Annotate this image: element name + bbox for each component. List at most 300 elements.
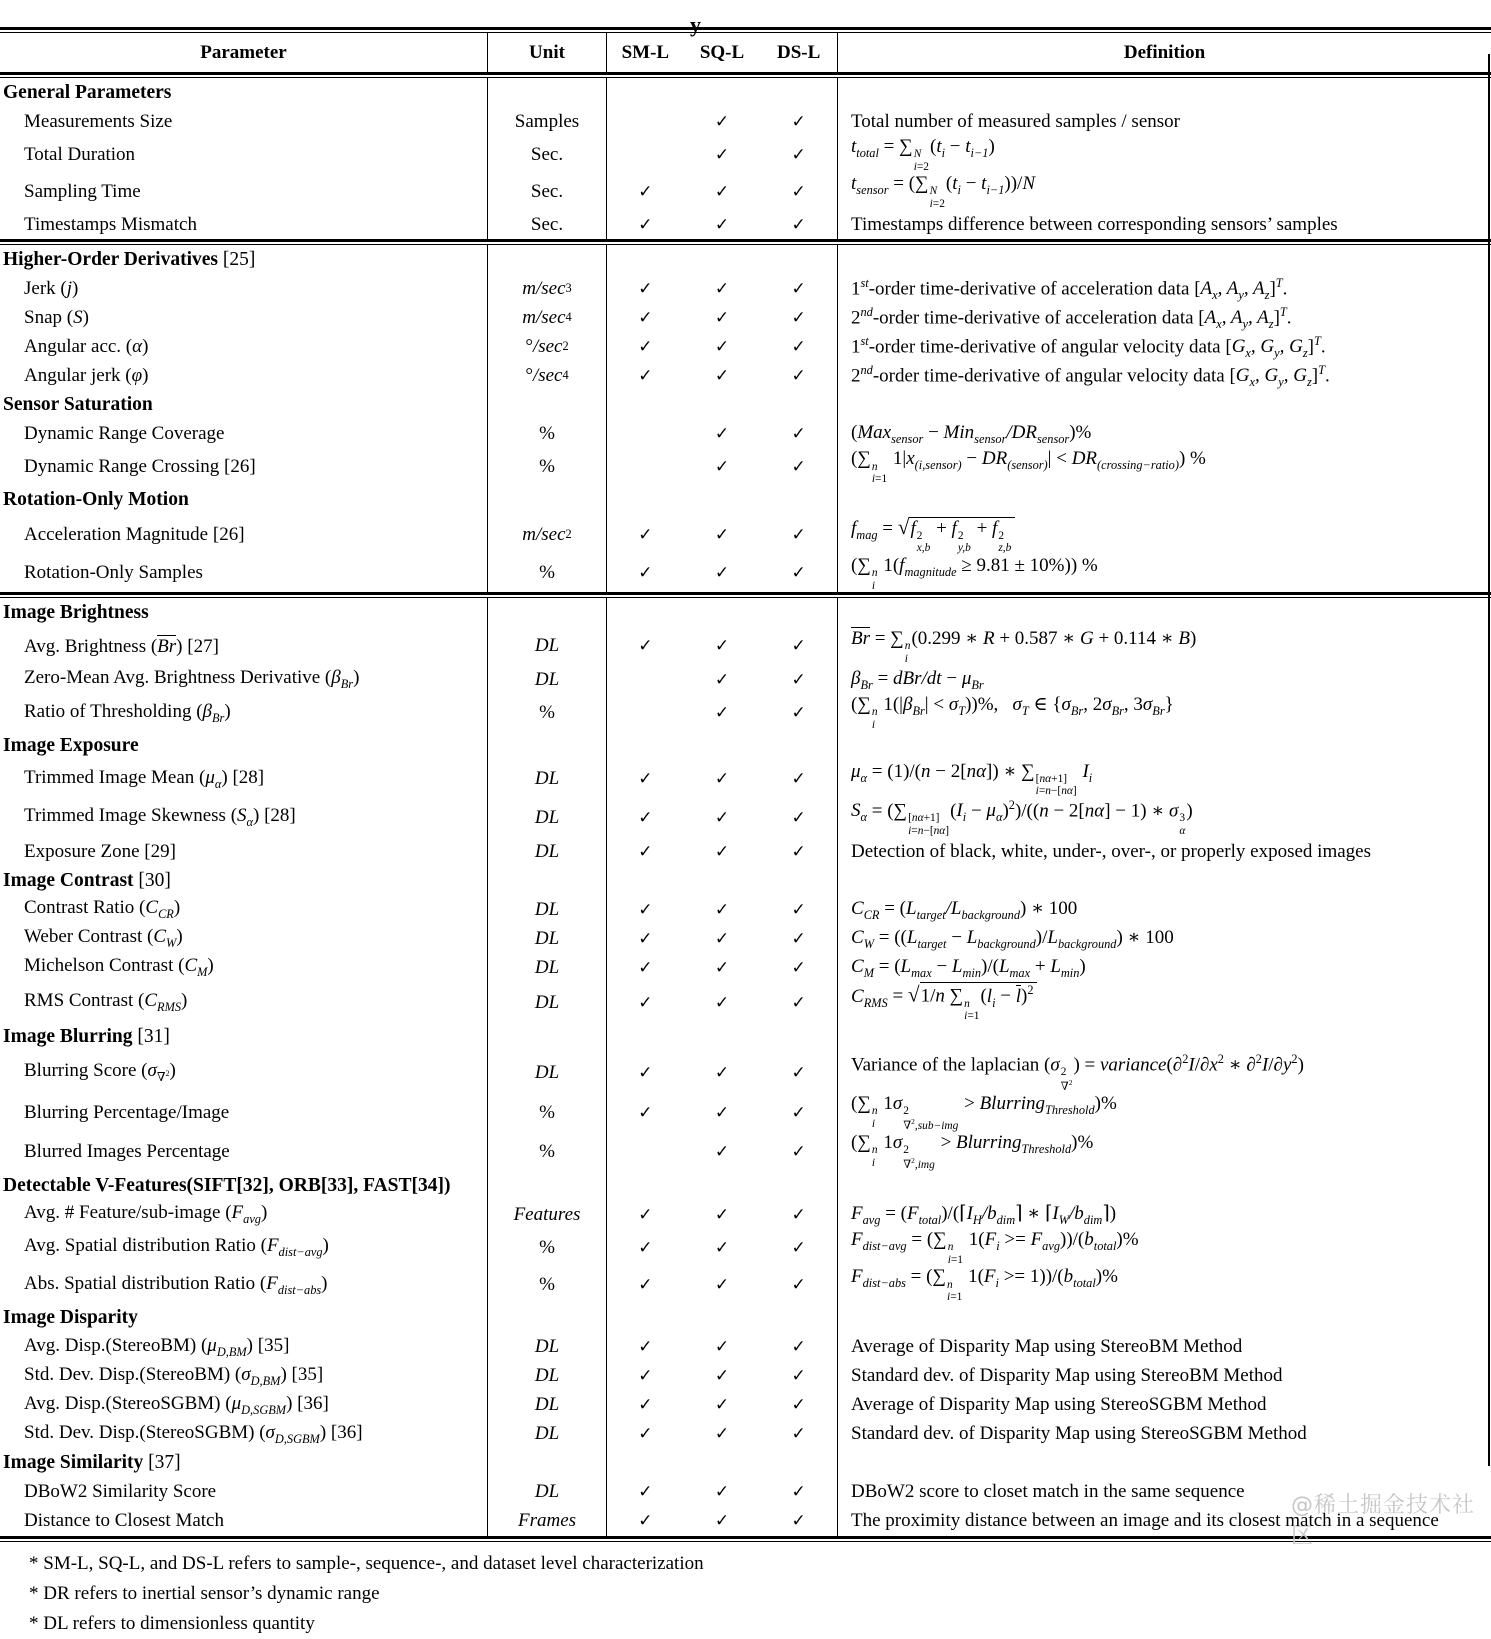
level-checks <box>607 555 838 592</box>
definition-cell: Total number of measured samples / sensor <box>851 110 1180 132</box>
parameters-table <box>0 12 1491 1542</box>
unit-cell: m/sec 2 <box>487 515 607 555</box>
section-title: Higher-Order Derivatives [25] <box>3 248 256 270</box>
unit-cell: % <box>487 419 607 448</box>
table-header-row <box>0 33 1491 72</box>
table-row <box>0 895 1491 924</box>
check-icon: ✓ <box>791 1482 806 1503</box>
check-icon: ✓ <box>638 181 653 202</box>
section-row <box>0 1449 1491 1478</box>
check-icon: ✓ <box>714 928 730 949</box>
definition-cell: $t_{sensor}$ = (∑ N i=2 $(t_i - t_{i-1}))/N$ <box>851 173 1036 210</box>
section-title: Sensor Saturation <box>3 393 153 415</box>
check-icon: ✓ <box>791 1062 806 1083</box>
level-checks <box>607 173 838 210</box>
unit-cell <box>487 245 607 274</box>
check-icon: ✓ <box>714 336 730 357</box>
unit-cell: DL <box>487 665 607 694</box>
parameter-cell: Blurring Score $(\sigma_{\nabla^2})$ <box>24 1060 176 1084</box>
section-row <box>0 1171 1491 1200</box>
level-checks <box>607 924 838 953</box>
unit-cell <box>487 732 607 761</box>
footnote: * DL refers to dimensionless quantity <box>29 1612 315 1634</box>
definition-cell: $F_{avg}$ = $(F_{total})/(⌈I_H/b_{dim}⌉$ ∗ $⌈I_W/b_{dim}⌉$) <box>851 1202 1117 1227</box>
check-icon: ✓ <box>791 928 806 949</box>
check-icon: ✓ <box>714 841 730 862</box>
unit-cell: DL <box>487 837 607 866</box>
parameter-cell: Zero-Mean Avg. Brightness Derivative $(\beta_{Br})$ <box>24 667 360 692</box>
definition-cell: $C_W = ((L_{target} - L_{background})/L_{background})$ ∗ 100 <box>851 926 1174 951</box>
table-row <box>0 173 1491 210</box>
check-icon: ✓ <box>791 769 806 790</box>
section-row <box>0 866 1491 895</box>
level-checks <box>607 419 838 448</box>
check-icon: ✓ <box>791 307 806 328</box>
parameter-cell: Std. Dev. Disp.(StereoSGBM) $(\sigma_{D,SGBM})$ [36] <box>24 1421 363 1446</box>
check-icon: ✓ <box>638 278 653 299</box>
check-icon: ✓ <box>714 144 730 165</box>
unit-cell: DL <box>487 798 607 838</box>
definition-cell: $(Max_{sensor} - Min_{sensor}/DR_{sensor})\%$ <box>851 421 1092 446</box>
table-row <box>0 1478 1491 1507</box>
column-header-unit: Unit <box>487 33 607 72</box>
definition-cell: 2nd-order time-derivative of angular velocity data [$G_x$, $G_y$, $G_z]^T$. <box>851 362 1330 389</box>
unit-cell: DL <box>487 953 607 982</box>
check-icon: ✓ <box>791 181 806 202</box>
level-checks <box>607 1507 838 1536</box>
unit-cell: % <box>487 1266 607 1303</box>
check-icon: ✓ <box>638 957 653 978</box>
table-row <box>0 107 1491 136</box>
definition-cell: $F_{dist-avg}$ = (∑ n i=1 $1(F_i >= F_{avg}))/(b_{total})\%$ <box>851 1229 1139 1266</box>
check-icon: ✓ <box>714 181 730 202</box>
check-icon: ✓ <box>638 807 653 828</box>
check-icon: ✓ <box>714 1424 730 1445</box>
definition-cell: $F_{dist-abs}$ = (∑ n i=1 $1(F_i >= 1))/(b_{total})\%$ <box>851 1266 1118 1304</box>
table-row <box>0 953 1491 982</box>
paper-table-page <box>0 12 1491 1634</box>
level-checks <box>607 895 838 924</box>
check-icon: ✓ <box>714 1511 730 1532</box>
level-checks <box>607 598 838 627</box>
table-row <box>0 515 1491 555</box>
unit-cell: DL <box>487 1362 607 1391</box>
check-icon: ✓ <box>714 457 730 478</box>
check-icon: ✓ <box>714 365 730 386</box>
unit-cell <box>487 1171 607 1200</box>
unit-cell: % <box>487 694 607 731</box>
definition-cell: Average of Disparity Map using StereoBM Method <box>851 1336 1243 1358</box>
check-icon: ✓ <box>714 1337 730 1358</box>
section-title: Image Brightness <box>3 601 149 623</box>
unit-cell: % <box>487 1132 607 1171</box>
section-row <box>0 732 1491 761</box>
check-icon: ✓ <box>791 669 806 690</box>
check-icon: ✓ <box>791 1337 806 1358</box>
parameter-cell: Contrast Ratio $(C_{CR})$ <box>24 897 181 922</box>
check-icon: ✓ <box>638 928 653 949</box>
parameter-cell: RMS Contrast $(C_{RMS})$ <box>24 990 188 1014</box>
table-body <box>0 78 1491 1542</box>
column-header-sql: SQ-L <box>699 41 745 63</box>
table-row <box>0 1507 1491 1536</box>
check-icon: ✓ <box>714 769 730 790</box>
check-icon: ✓ <box>714 214 730 235</box>
check-icon: ✓ <box>791 111 806 132</box>
section-title: Rotation-Only Motion <box>3 489 189 511</box>
definition-cell: DBoW2 score to closet match in the same sequence <box>851 1481 1245 1503</box>
footnotes <box>0 1549 1491 1639</box>
parameter-cell: Timestamps Mismatch <box>24 213 197 235</box>
level-checks <box>607 1478 838 1507</box>
unit-cell <box>487 1449 607 1478</box>
unit-cell: ° /sec 2 <box>487 332 607 361</box>
parameter-cell: Measurements Size <box>24 110 173 132</box>
unit-cell: m/sec 3 <box>487 274 607 303</box>
parameter-cell: Sampling Time <box>24 180 141 202</box>
section-title: Image Similarity [37] <box>3 1452 181 1474</box>
level-checks <box>607 486 838 515</box>
table-row <box>0 665 1491 694</box>
level-checks <box>607 761 838 798</box>
check-icon: ✓ <box>714 636 730 657</box>
parameter-cell: Avg. Disp.(StereoBM) $(\mu_{D,BM})$ [35] <box>24 1334 290 1359</box>
definition-cell: 2nd-order time-derivative of acceleration data [$A_x$, $A_y$, $A_z]^T$. <box>851 304 1292 331</box>
check-icon: ✓ <box>714 957 730 978</box>
definition-cell: (∑ n i=1 $1|x_{(i,sensor)} - DR_{(sensor)}| < DR_{(crossing-ratio)}$) % <box>851 448 1206 486</box>
level-checks <box>607 1449 838 1478</box>
table-row <box>0 982 1491 1023</box>
check-icon: ✓ <box>638 841 653 862</box>
section-row <box>0 1304 1491 1333</box>
unit-cell: DL <box>487 895 607 924</box>
parameter-cell: Blurring Percentage/Image <box>24 1101 230 1123</box>
footnote: * SM-L, SQ-L, and DS-L refers to sample-, sequence-, and dataset level characterization <box>29 1552 704 1574</box>
level-checks <box>607 1420 838 1449</box>
level-checks <box>607 1052 838 1093</box>
check-icon: ✓ <box>791 1141 806 1162</box>
definition-cell: Standard dev. of Disparity Map using StereoBM Method <box>851 1365 1283 1387</box>
table-row <box>0 1391 1491 1420</box>
unit-cell: Sec. <box>487 136 607 173</box>
definition-cell: $\beta_{Br} = dBr/dt - \mu_{Br}$ <box>851 667 984 692</box>
parameter-cell: Jerk (j) <box>24 277 79 299</box>
parameter-cell: Std. Dev. Disp.(StereoBM) $(\sigma_{D,BM})$ [35] <box>24 1363 324 1388</box>
check-icon: ✓ <box>714 1237 730 1258</box>
table-row <box>0 694 1491 731</box>
table-row <box>0 924 1491 953</box>
check-icon: ✓ <box>791 1102 806 1123</box>
unit-cell: Features <box>487 1200 607 1229</box>
parameter-cell: Avg. Disp.(StereoSGBM) $(\mu_{D,SGBM})$ [36] <box>24 1392 329 1417</box>
check-icon: ✓ <box>714 1141 730 1162</box>
definition-cell: $C_M = (L_{max} - L_{min})/(L_{max} + L_{min})$ <box>851 955 1086 980</box>
level-checks <box>607 982 838 1023</box>
check-icon: ✓ <box>714 807 730 828</box>
watermark: @稀土掘金技术社区 <box>1291 1493 1476 1549</box>
level-checks <box>607 390 838 419</box>
check-icon: ✓ <box>638 336 653 357</box>
unit-cell: % <box>487 1229 607 1266</box>
level-checks <box>607 1266 838 1303</box>
section-title: Image Disparity <box>3 1307 138 1329</box>
check-icon: ✓ <box>638 365 653 386</box>
table-row <box>0 1093 1491 1132</box>
table-row <box>0 837 1491 866</box>
definition-cell: Average of Disparity Map using StereoSGBM Method <box>851 1394 1267 1416</box>
level-checks <box>607 1391 838 1420</box>
table-row <box>0 210 1491 239</box>
check-icon: ✓ <box>791 957 806 978</box>
table-row <box>0 274 1491 303</box>
parameter-cell: Distance to Closest Match <box>24 1510 224 1532</box>
definition-cell: Timestamps difference between corresponding sensors’ samples <box>851 214 1338 236</box>
definition-cell: Br = ∑ n i (0.299 ∗ R + 0.587 ∗ G + 0.114 ∗ B) <box>851 628 1197 665</box>
check-icon: ✓ <box>714 992 730 1013</box>
parameter-cell: Avg. Spatial distribution Ratio $(F_{dist-avg})$ <box>24 1235 329 1260</box>
check-icon: ✓ <box>638 214 653 235</box>
parameter-cell: Exposure Zone [29] <box>24 840 176 862</box>
table-row <box>0 761 1491 798</box>
unit-cell: DL <box>487 924 607 953</box>
parameter-cell: Avg. Brightness (Br) [27] <box>24 635 219 657</box>
parameter-cell: DBoW2 Similarity Score <box>24 1481 217 1503</box>
section-title: General Parameters <box>3 81 172 103</box>
definition-cell: (∑ n i $1(f_{magnitude} \ge 9.81 \pm 10\%)$) % <box>851 554 1098 592</box>
check-icon: ✓ <box>714 524 730 545</box>
definition-cell: $C_{RMS} = √1/n$ ∑ n i=1 $(l_i - l)^2$ <box>838 982 1491 1023</box>
parameter-cell: Abs. Spatial distribution Ratio $(F_{dist-abs})$ <box>24 1272 328 1297</box>
unit-cell: % <box>487 448 607 485</box>
unit-cell: DL <box>487 627 607 665</box>
parameter-cell: Dynamic Range Coverage <box>24 422 225 444</box>
section-row <box>0 486 1491 515</box>
unit-cell: Frames <box>487 1507 607 1536</box>
check-icon: ✓ <box>638 992 653 1013</box>
check-icon: ✓ <box>714 1482 730 1503</box>
level-checks <box>607 332 838 361</box>
parameter-cell: Acceleration Magnitude [26] <box>24 523 245 545</box>
check-icon: ✓ <box>791 365 806 386</box>
check-icon: ✓ <box>791 636 806 657</box>
column-header-parameter: Parameter <box>200 41 287 63</box>
level-checks <box>607 1304 838 1333</box>
level-checks <box>607 694 838 731</box>
section-row <box>0 78 1491 107</box>
level-checks <box>607 953 838 982</box>
parameter-cell: Snap (S) <box>24 306 89 328</box>
check-icon: ✓ <box>714 1102 730 1123</box>
check-icon: ✓ <box>714 1062 730 1083</box>
level-checks <box>607 732 838 761</box>
parameter-cell: Dynamic Range Crossing [26] <box>24 456 256 478</box>
unit-cell: DL <box>487 1391 607 1420</box>
column-header-sml: SM-L <box>621 41 670 63</box>
check-icon: ✓ <box>638 1511 653 1532</box>
table-row <box>0 332 1491 361</box>
definition-cell: 1st-order time-derivative of acceleration data [$A_x$, $A_y$, $A_z]^T$. <box>851 275 1288 302</box>
check-icon: ✓ <box>714 702 730 723</box>
check-icon: ✓ <box>791 214 806 235</box>
table-row <box>0 136 1491 173</box>
check-icon: ✓ <box>714 278 730 299</box>
definition-cell: 1st-order time-derivative of angular velocity data [$G_x$, $G_y$, $G_z]^T$. <box>851 333 1326 360</box>
level-checks <box>607 627 838 665</box>
check-icon: ✓ <box>714 307 730 328</box>
check-icon: ✓ <box>791 1237 806 1258</box>
parameter-cell: Avg. # Feature/sub-image $(F_{avg})$ <box>24 1202 268 1227</box>
unit-cell: % <box>487 555 607 592</box>
section-title: Detectable V-Features(SIFT[32], ORB[33], FAST[34]) <box>3 1174 451 1196</box>
check-icon: ✓ <box>638 563 653 584</box>
check-icon: ✓ <box>638 1275 653 1296</box>
column-header-dsl: DS-L <box>777 41 821 63</box>
check-icon: ✓ <box>714 669 730 690</box>
level-checks <box>607 1132 838 1171</box>
level-checks <box>607 274 838 303</box>
level-checks <box>607 1333 838 1362</box>
level-checks <box>607 1023 838 1052</box>
section-row <box>0 598 1491 627</box>
check-icon: ✓ <box>638 1482 653 1503</box>
unit-cell: Samples <box>487 107 607 136</box>
unit-cell: Sec. <box>487 173 607 210</box>
check-icon: ✓ <box>791 807 806 828</box>
definition-cell: (∑ n i 1σ 2 ∇$^2$,img > Blurring$_{Threshold}$)% <box>851 1132 1094 1171</box>
check-icon: ✓ <box>638 1204 653 1225</box>
table-right-border <box>1488 54 1490 1466</box>
level-checks <box>607 1229 838 1266</box>
section-divider-rule <box>0 1536 1491 1542</box>
check-icon: ✓ <box>638 1424 653 1445</box>
level-checks <box>607 78 838 107</box>
parameter-cell: Trimmed Image Mean $(\mu_\alpha)$ [28] <box>24 766 265 791</box>
table-row <box>0 419 1491 448</box>
check-icon: ✓ <box>791 1204 806 1225</box>
section-title: Image Contrast [30] <box>3 869 171 891</box>
parameter-cell: Michelson Contrast $(C_M)$ <box>24 955 214 980</box>
check-icon: ✓ <box>791 1424 806 1445</box>
check-icon: ✓ <box>791 702 806 723</box>
definition-cell: $C_{CR} = (L_{target}/L_{background})$ ∗ 100 <box>851 897 1078 922</box>
parameter-cell: Total Duration <box>24 143 136 165</box>
check-icon: ✓ <box>714 1366 730 1387</box>
table-row <box>0 555 1491 592</box>
check-icon: ✓ <box>791 1395 806 1416</box>
definition-cell: $\mu_\alpha = (1)/(n - 2[n\alpha])$ ∗ ∑ [nα+1] i=n−[nα] $I_i$ <box>851 760 1093 798</box>
definition-cell: The proximity distance between an image and its closest match in a sequence <box>851 1510 1439 1532</box>
unit-cell: DL <box>487 1420 607 1449</box>
section-title: Image Exposure <box>3 735 139 757</box>
unit-cell: % <box>487 1093 607 1132</box>
check-icon: ✓ <box>791 457 806 478</box>
check-icon: ✓ <box>714 563 730 584</box>
table-row <box>0 1266 1491 1303</box>
level-checks <box>607 210 838 239</box>
definition-cell: (∑ n i 1σ 2 ∇$^2$,sub−img > Blurring$_{Threshold}$)% <box>851 1093 1117 1132</box>
table-row <box>0 798 1491 838</box>
parameter-cell: Ratio of Thresholding $(\beta_{Br})$ <box>24 700 231 725</box>
check-icon: ✓ <box>638 1102 653 1123</box>
level-checks <box>607 515 838 555</box>
definition-cell: Variance of the laplacian (σ 2 ∇$^2$ ) = $variance(\partial^2I/\partial x^2$ ∗ $\partial^2I/\partial y^2$) <box>851 1051 1304 1093</box>
unit-cell: ° /sec 4 <box>487 361 607 390</box>
level-checks <box>607 837 838 866</box>
level-checks <box>607 136 838 173</box>
check-icon: ✓ <box>791 336 806 357</box>
caption-fragment: y <box>690 12 701 37</box>
table-row <box>0 1362 1491 1391</box>
parameter-cell: Rotation-Only Samples <box>24 562 203 584</box>
level-checks <box>607 361 838 390</box>
check-icon: ✓ <box>638 899 653 920</box>
level-checks <box>607 1362 838 1391</box>
check-icon: ✓ <box>714 899 730 920</box>
table-row <box>0 1052 1491 1093</box>
section-row <box>0 1023 1491 1052</box>
check-icon: ✓ <box>791 278 806 299</box>
check-icon: ✓ <box>714 1395 730 1416</box>
unit-cell: DL <box>487 1333 607 1362</box>
column-header-definition: Definition <box>1123 41 1206 63</box>
level-checks <box>607 448 838 485</box>
level-checks <box>607 107 838 136</box>
check-icon: ✓ <box>791 992 806 1013</box>
column-headers-levels <box>607 33 838 72</box>
check-icon: ✓ <box>791 899 806 920</box>
check-icon: ✓ <box>791 563 806 584</box>
table-row <box>0 1200 1491 1229</box>
table-row <box>0 361 1491 390</box>
unit-cell: DL <box>487 1478 607 1507</box>
unit-cell <box>487 866 607 895</box>
unit-cell <box>487 598 607 627</box>
level-checks <box>607 798 838 838</box>
section-row <box>0 245 1491 274</box>
table-row <box>0 1420 1491 1449</box>
table-row <box>0 1333 1491 1362</box>
check-icon: ✓ <box>714 111 730 132</box>
check-icon: ✓ <box>714 423 730 444</box>
definition-cell: Standard dev. of Disparity Map using StereoSGBM Method <box>851 1423 1307 1445</box>
unit-cell: DL <box>487 982 607 1023</box>
check-icon: ✓ <box>791 144 806 165</box>
definition-cell: Detection of black, white, under-, over-, or properly exposed images <box>851 840 1371 862</box>
parameter-cell: Angular acc. (α) <box>24 335 149 357</box>
level-checks <box>607 1093 838 1132</box>
check-icon: ✓ <box>791 841 806 862</box>
check-icon: ✓ <box>791 1275 806 1296</box>
footnote: * DR refers to inertial sensor’s dynamic range <box>29 1582 380 1604</box>
definition-cell: $f_{mag} = √f$ 2 x,b + f 2 y,b + f 2 z,b <box>838 515 1491 555</box>
check-icon: ✓ <box>638 636 653 657</box>
parameter-cell: Angular jerk (φ) <box>24 364 149 386</box>
level-checks <box>607 303 838 332</box>
check-icon: ✓ <box>638 1395 653 1416</box>
check-icon: ✓ <box>714 1204 730 1225</box>
check-icon: ✓ <box>791 423 806 444</box>
unit-cell <box>487 78 607 107</box>
check-icon: ✓ <box>714 1275 730 1296</box>
check-icon: ✓ <box>638 1237 653 1258</box>
parameter-cell: Trimmed Image Skewness $(S_\alpha)$ [28] <box>24 805 296 829</box>
check-icon: ✓ <box>638 1062 653 1083</box>
level-checks <box>607 1171 838 1200</box>
table-row <box>0 303 1491 332</box>
unit-cell <box>487 486 607 515</box>
check-icon: ✓ <box>638 524 653 545</box>
level-checks <box>607 1200 838 1229</box>
